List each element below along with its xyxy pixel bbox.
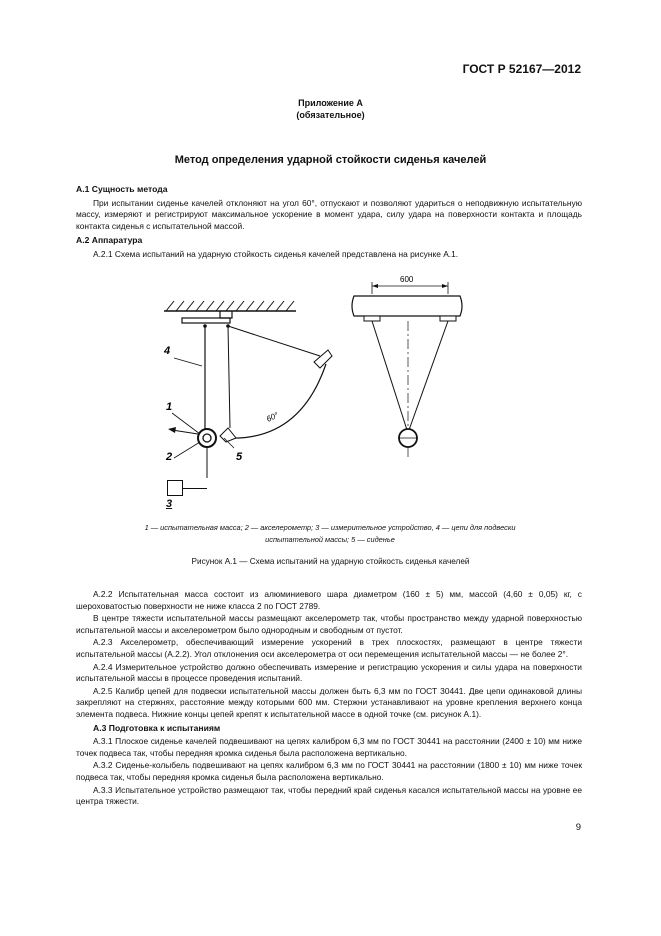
impact-arrow-line	[172, 430, 198, 434]
measuring-device	[167, 480, 183, 496]
ceiling-hatch	[164, 301, 296, 311]
appendix-status: (обязательное)	[296, 110, 365, 120]
figure-caption: Рисунок А.1 — Схема испытаний на ударную стойкость сиденья качелей	[191, 557, 470, 566]
label-1: 1	[166, 401, 173, 413]
paragraph-a22-b: В центре тяжести испытательной массы размещают акселерометр так, чтобы пространство между ударной поверхностью испытательной массы и акселерометром было однородным и свободным от пустот.	[76, 613, 582, 635]
figure-a1	[150, 268, 480, 478]
seat-deflected	[314, 350, 332, 368]
top-beam	[352, 296, 462, 316]
label-4: 4	[164, 345, 171, 357]
page-number: 9	[575, 822, 581, 833]
paragraph-a22: А.2.2 Испытательная масса состоит из алюминиевого шара диаметром (160 ± 5) мм, массой (4,60 ± 0,05) кг, с шероховатостью поверхности не ниже класса 2 по ГОСТ 2789.	[76, 589, 582, 611]
paragraph-a25: А.2.5 Калибр цепей для подвески испытательной массы должен быть 6,3 мм по ГОСТ 30441. Две цепи одинаковой длины закрепляют на стержнях, расстояние между которыми 600 мм. Стержни устанавливают на уровне крепления верхнего конца элемента подвеса. Нижние концы цепей крепят к испытательной массе в одной точке (см. рисунок А.1).	[76, 685, 582, 719]
legend-line-1: 1 — испытательная масса; 2 — акселерометр; 3 — измерительное устройство, 4 — цепи для подвески	[144, 523, 516, 532]
measuring-device-cable	[183, 488, 207, 489]
paragraph-a23: А.2.3 Акселерометр, обеспечивающий измерение ускорений в трех плоскостях, размещают в центре тяжести испытательной массы (А.2.2). Угол отклонения оси акселерометра от оси перемещения испытательной массы — не более 2°.	[76, 637, 582, 659]
label-2: 2	[166, 451, 173, 463]
appendix-label: Приложение А	[298, 98, 363, 108]
paragraph-a32: А.3.2 Сиденье-колыбель подвешивают на цепях калибром 6,3 мм по ГОСТ 30441 на расстоянии (1800 ± 10) мм ниже точек подвеса так, чтобы передняя кромка сиденья была расположена вертикально.	[76, 760, 582, 782]
section-a2-paragraph-1: А.2.1 Схема испытаний на ударную стойкость сиденья качелей представлена на рисунке А.1.	[93, 248, 459, 259]
label-angle: 60°	[265, 410, 280, 424]
dim-arrow-left	[372, 284, 378, 288]
suspension-bracket	[220, 311, 232, 318]
page-header-standard: ГОСТ Р 52167—2012	[462, 62, 581, 76]
method-title: Метод определения ударной стойкости сиденья качелей	[174, 154, 487, 166]
section-a2-heading: А.2 Аппаратура	[76, 235, 143, 246]
label-3: 3	[166, 498, 173, 510]
dim-arrow-right	[442, 284, 448, 288]
chain-right	[409, 321, 448, 430]
swing-arc	[230, 364, 326, 438]
section-a2-continued	[76, 589, 582, 808]
rod-right	[440, 316, 456, 321]
rod-left	[364, 316, 380, 321]
seat-chain-rest	[228, 326, 230, 428]
paragraph-a24: А.2.4 Измерительное устройство должно обеспечивать измерение и регистрацию ускорения и силы удара на поверхности испытательной массы в процессе проведения испытаний.	[76, 661, 582, 684]
legend-line-2: испытательной массы; 5 — сиденье	[265, 535, 395, 544]
seat-chain-deflected	[228, 326, 320, 356]
figure-legend	[90, 522, 570, 546]
chain-left	[372, 321, 407, 430]
impact-arrow-head	[168, 427, 176, 433]
accelerometer	[203, 434, 211, 442]
label-5: 5	[236, 451, 243, 463]
dim-600: 600	[400, 275, 414, 284]
section-a1-paragraph: При испытании сиденье качелей отклоняют на угол 60°, отпускают и позволяют удариться о неподвижную испытательную массу, измеряют и регистрируют максимальное ускорение в момент удара, силу удара на поверхности контакта и площадь контакта сиденья с испытательной массой.	[76, 197, 582, 231]
section-a3-heading: А.3 Подготовка к испытаниям	[93, 722, 221, 733]
paragraph-a33: А.3.3 Испытательное устройство размещают так, чтобы передний край сиденья касался испытательной массы на уровне ее центра тяжести.	[76, 784, 582, 807]
section-a1-heading: А.1 Сущность метода	[76, 184, 168, 194]
paragraph-a31: А.3.1 Плоское сиденье качелей подвешивают на цепях калибром 6,3 мм по ГОСТ 30441 на расстоянии (2400 ± 10) мм ниже точек подвеса так, чтобы передняя кромка сиденья была расположена вертикально.	[76, 736, 582, 758]
suspension-bar	[182, 318, 230, 323]
section-a1	[76, 184, 582, 261]
appendix-title	[0, 97, 661, 121]
seat-rest	[220, 428, 236, 442]
